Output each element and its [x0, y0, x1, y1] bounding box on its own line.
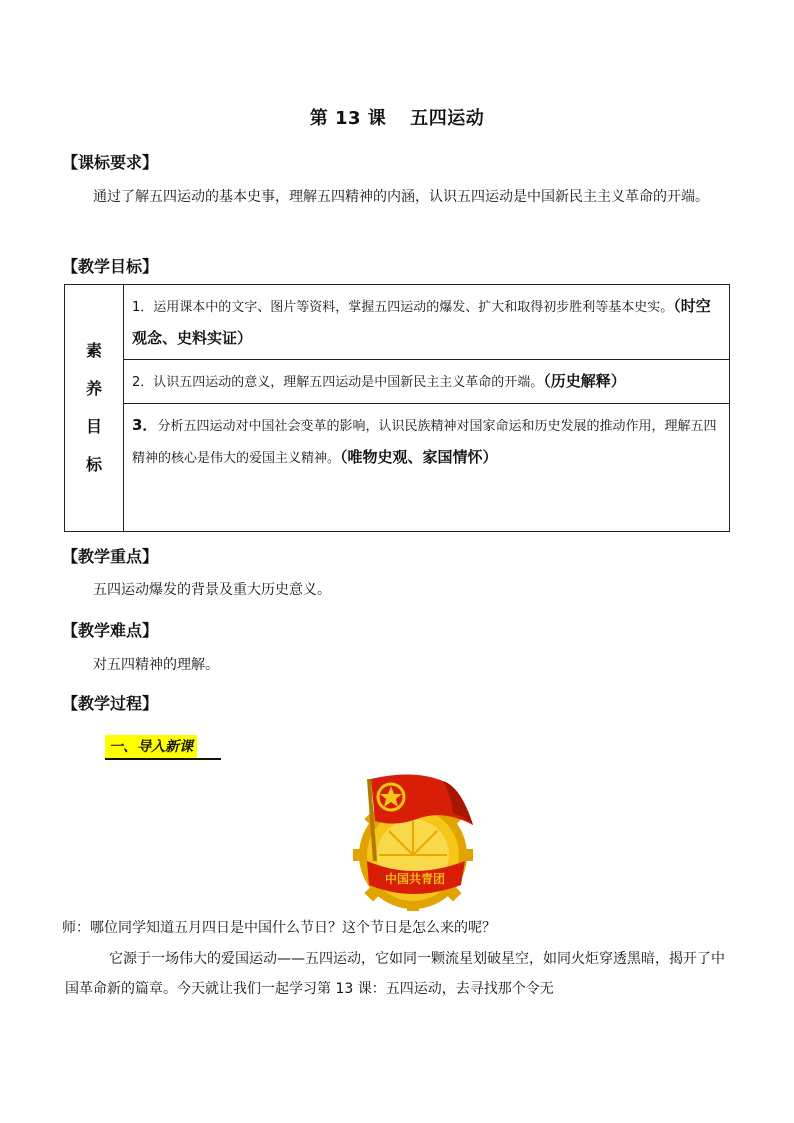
label-char: 素 [85, 341, 102, 360]
lesson-name: 五四运动 [410, 108, 485, 129]
goal-number: 3． [132, 416, 158, 434]
section-standard-heading: 【课标要求】 [62, 153, 159, 172]
section-keypoints-heading: 【教学重点】 [62, 547, 159, 566]
standard-text: 通过了解五四运动的基本史事，理解五四精神的内涵，认识五四运动是中国新民主主义革命的开端。 [93, 189, 709, 205]
teacher-question: 师：哪位同学知道五月四日是中国什么节日？这个节日是怎么来的呢？ [62, 920, 496, 936]
goal-cell-2 [124, 360, 730, 404]
goal-text: 分析五四运动对中国社会变革的影响，认识民族精神对国家命运和历史发展的推动作用，理解五四精神的核心是伟大的爱国主义精神。 [132, 419, 717, 466]
label-char: 养 [85, 379, 102, 398]
teacher-intro-paragraph: 它源于一场伟大的爱国运动——五四运动，它如同一颗流星划破星空，如同火炬穿透黑暗，揭开了中国革命新的篇章。今天就让我们一起学习第 13 课：五四运动，去寻找那个令无 [65, 951, 725, 997]
section-difficulties-heading: 【教学难点】 [62, 621, 159, 640]
lesson-title [0, 104, 794, 130]
lesson-number: 第 13 课 [309, 108, 387, 129]
goal-cell-3 [124, 404, 730, 532]
difficulties-text: 对五四精神的理解。 [93, 657, 219, 673]
goal-tag: （历史解释） [543, 372, 626, 390]
emblem-ribbon-text: 中国共青团 [384, 872, 446, 886]
step-one-underline [105, 758, 221, 760]
objectives-label-cell [65, 285, 124, 532]
goal-text: 1．运用课本中的文字、图片等资料，掌握五四运动的爆发、扩大和取得初步胜利等基本史实。 [132, 300, 674, 315]
keypoints-text: 五四运动爆发的背景及重大历史意义。 [93, 582, 331, 598]
objectives-table [64, 284, 730, 532]
label-char: 标 [85, 455, 102, 474]
goal-text: 2．认识五四运动的意义，理解五四运动是中国新民主主义革命的开端。 [132, 375, 544, 390]
section-objectives-heading: 【教学目标】 [62, 257, 159, 276]
step-one-label: 一、导入新课 [105, 735, 197, 759]
goal-tag: （唯物史观、家国情怀） [340, 448, 498, 466]
goal-tag: （时空观念、史料实证） [132, 297, 711, 347]
label-char: 目 [85, 417, 102, 436]
goal-cell-1 [124, 285, 730, 360]
youth-league-emblem-image [333, 765, 493, 913]
section-process-heading: 【教学过程】 [62, 694, 159, 713]
